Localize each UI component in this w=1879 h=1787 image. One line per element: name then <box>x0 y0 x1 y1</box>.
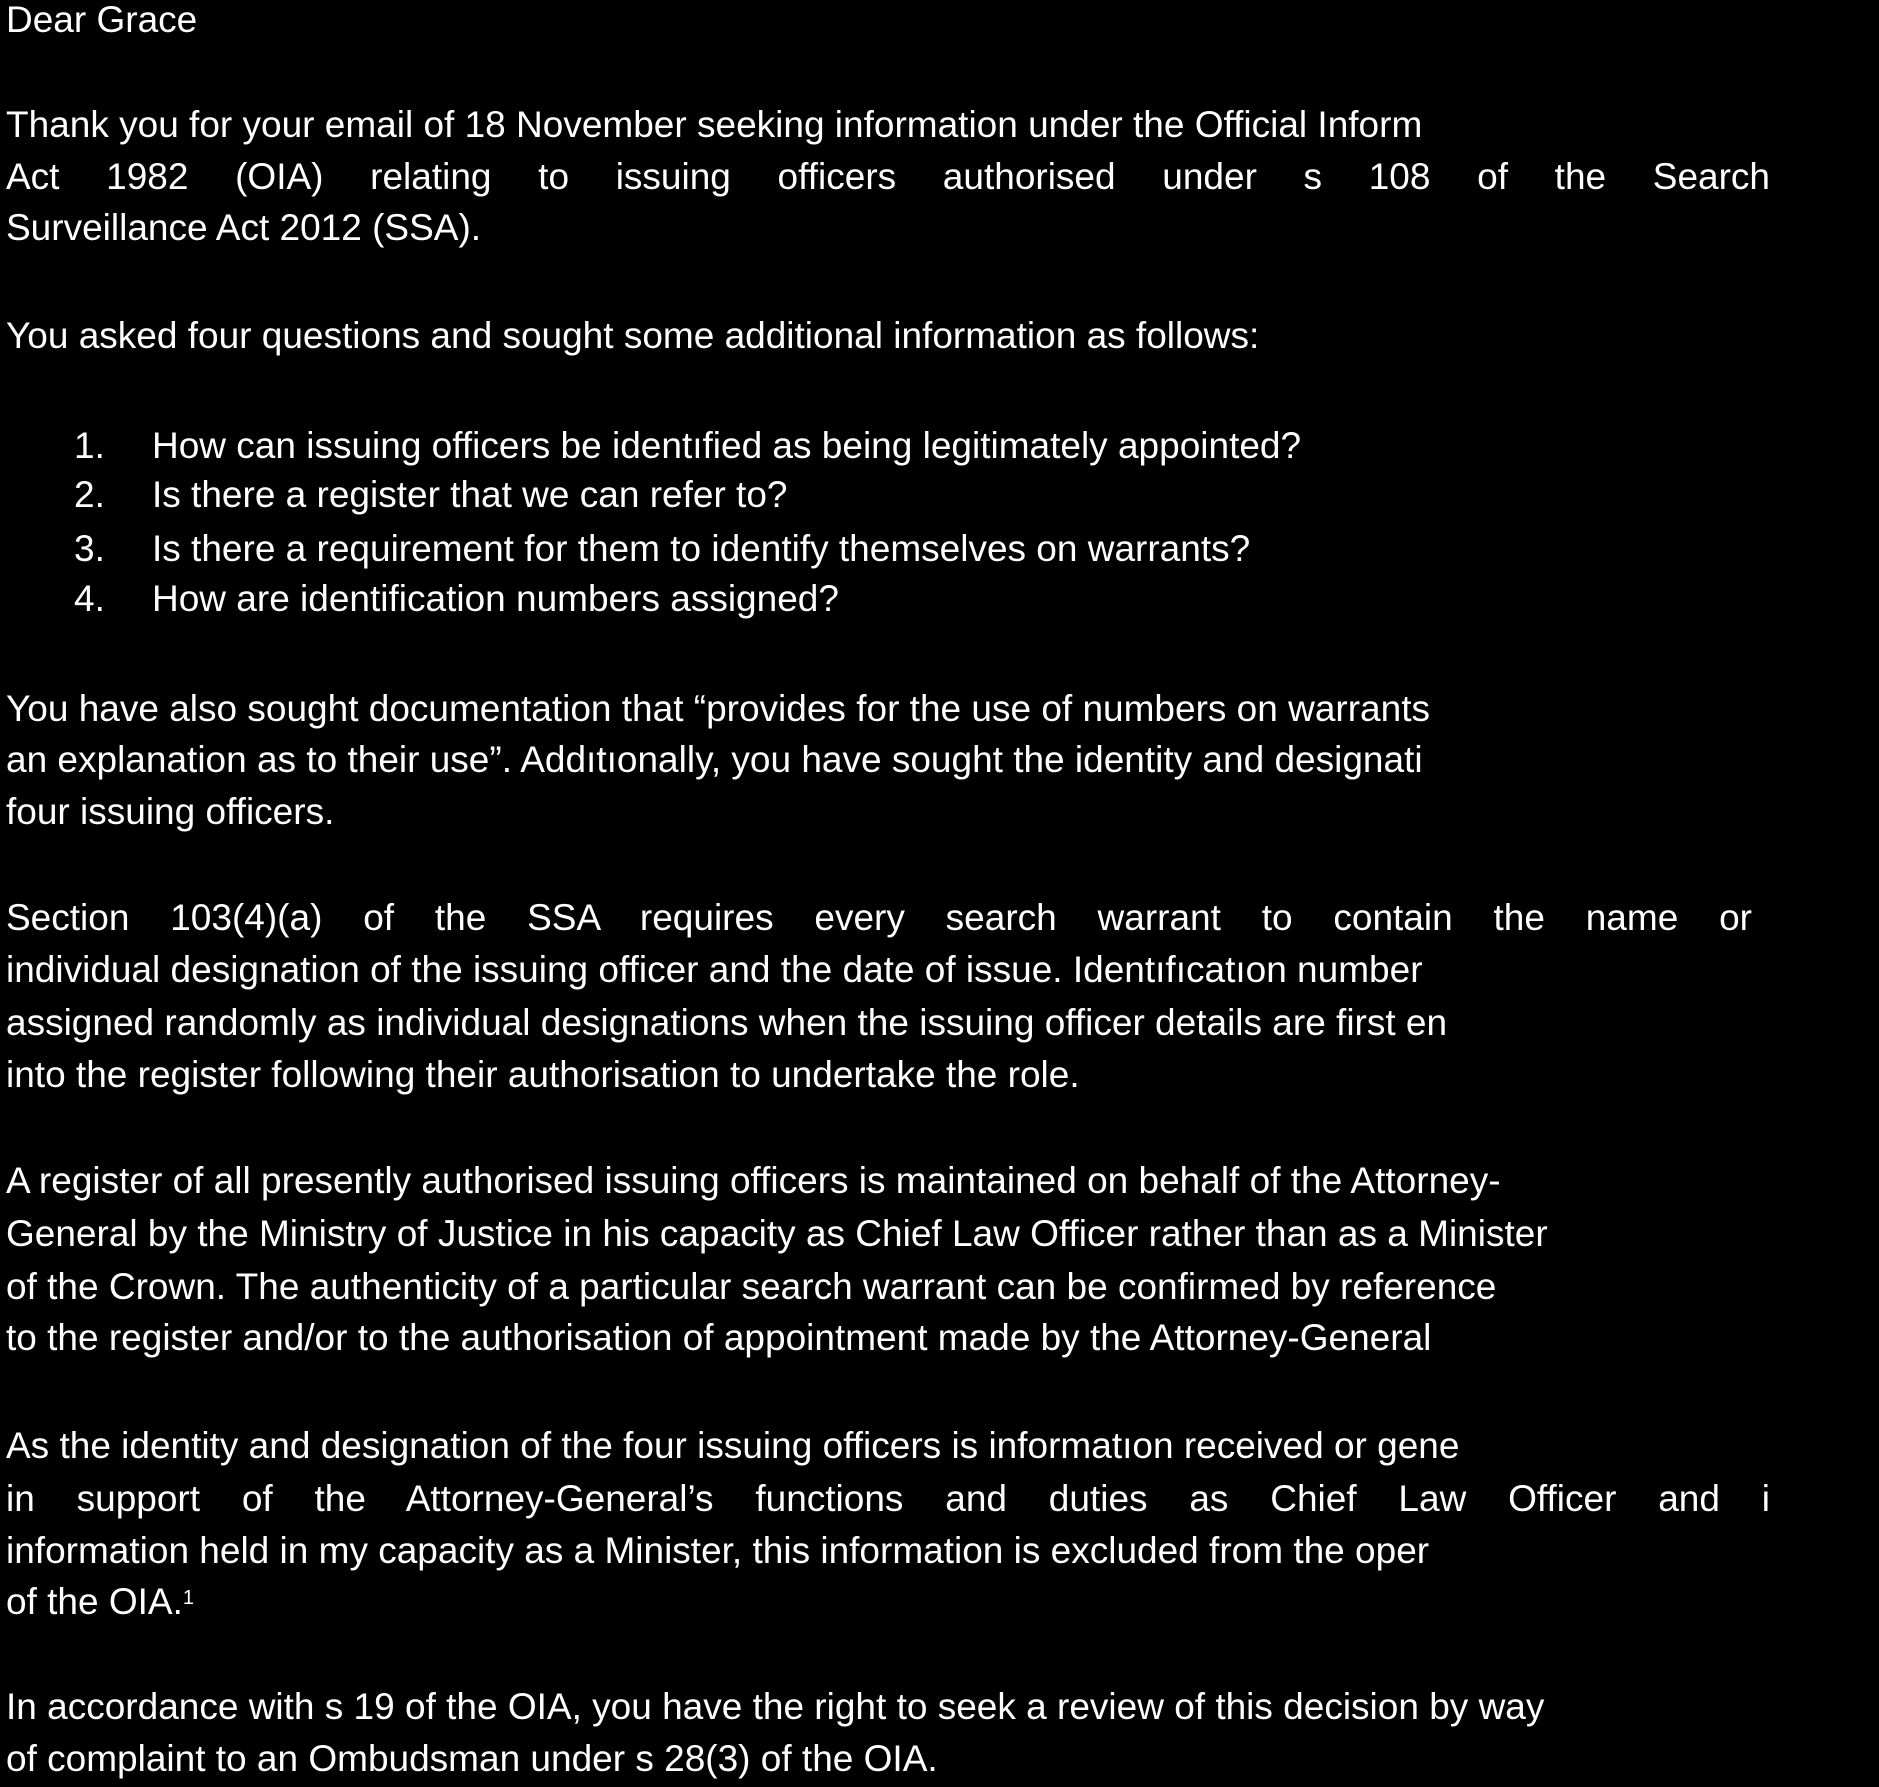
paragraph-1-line: Thank you for your email of 18 November seeking information under the Official Inform <box>6 104 1423 145</box>
paragraph-6-line: As the identity and designation of the four issuing officers is informatıon received or gene <box>6 1425 1460 1466</box>
paragraph-5-line: to the register and/or to the authorisation of appointment made by the Attorney-General <box>6 1317 1432 1358</box>
paragraph-2-line: You asked four questions and sought some additional information as follows: <box>6 315 1260 356</box>
paragraph-5-line: General by the Ministry of Justice in his capacity as Chief Law Officer rather than as a Minister <box>6 1213 1548 1254</box>
paragraph-6-line: in support of the Attorney-General’s functions and duties as Chief Law Officer and i <box>6 1478 1770 1519</box>
question-number: 1. <box>74 425 105 466</box>
paragraph-4-line: into the register following their authorisation to undertake the role. <box>6 1054 1080 1095</box>
paragraph-6-line <box>6 1580 194 1624</box>
paragraph-4-line: Section 103(4)(a) of the SSA requires every search warrant to contain the name or <box>6 897 1752 938</box>
paragraph-1-line: Surveillance Act 2012 (SSA). <box>6 207 482 248</box>
paragraph-4-line: individual designation of the issuing officer and the date of issue. Identıfıcatıon number <box>6 949 1423 990</box>
question-number: 2. <box>74 474 105 515</box>
paragraph-4-line: assigned randomly as individual designations when the issuing officer details are first en <box>6 1002 1448 1043</box>
paragraph-7-line: In accordance with s 19 of the OIA, you have the right to seek a review of this decision by way <box>6 1686 1545 1727</box>
salutation: Dear Grace <box>6 0 198 40</box>
question-number: 3. <box>74 528 105 569</box>
paragraph-3-line: four issuing officers. <box>6 791 335 832</box>
paragraph-3-line: You have also sought documentation that “provides for the use of numbers on warrants <box>6 688 1430 729</box>
question-text: Is there a register that we can refer to? <box>152 474 788 515</box>
question-number: 4. <box>74 578 105 619</box>
paragraph-1-line: Act 1982 (OIA) relating to issuing officers authorised under s 108 of the Search <box>6 156 1770 197</box>
paragraph-6-last-text: of the OIA. <box>6 1581 183 1622</box>
question-text: Is there a requirement for them to identify themselves on warrants? <box>152 528 1251 569</box>
footnote-reference[interactable]: 1 <box>182 1587 194 1609</box>
question-text: How are identification numbers assigned? <box>152 578 839 619</box>
question-text: How can issuing officers be identıfied as being legitimately appointed? <box>152 425 1302 466</box>
paragraph-5-line: A register of all presently authorised issuing officers is maintained on behalf of the Attorney- <box>6 1160 1501 1201</box>
paragraph-3-line: an explanation as to their use”. Addıtıonally, you have sought the identity and designati <box>6 739 1423 780</box>
paragraph-7-line: of complaint to an Ombudsman under s 28(3) of the OIA. <box>6 1738 938 1779</box>
paragraph-5-line: of the Crown. The authenticity of a particular search warrant can be confirmed by reference <box>6 1266 1497 1307</box>
paragraph-6-line: information held in my capacity as a Minister, this information is excluded from the oper <box>6 1530 1430 1571</box>
